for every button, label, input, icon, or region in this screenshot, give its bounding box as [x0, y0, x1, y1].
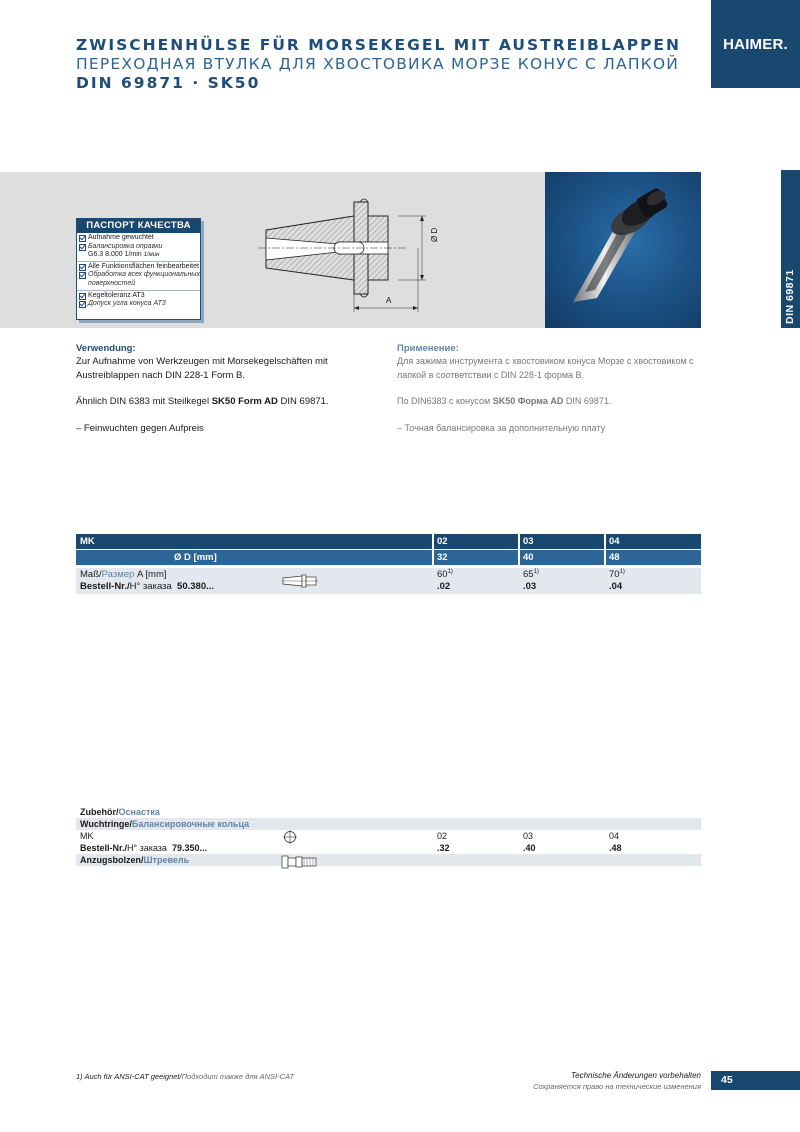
spec-data-block	[76, 568, 701, 594]
quality-passport	[76, 218, 201, 320]
product-photo	[545, 172, 701, 328]
title-german: ZWISCHENHÜLSE FÜR MORSEKEGEL MIT AUSTREIBLAPPEN	[76, 36, 681, 54]
usage-russian	[397, 342, 707, 448]
usage-heading-de: Verwendung:	[76, 343, 136, 354]
mk-label: MK	[80, 536, 95, 547]
dimension-a-row: Maß/Размер A [mm] 60$^{1)}$ 65$^{1)}$ 70$^{1)}$	[80, 568, 625, 580]
d-label: Ø D [mm]	[174, 552, 217, 563]
pull-stud-heading: Anzugsbolzen/Штревель	[76, 854, 701, 866]
checkbox-icon	[79, 301, 86, 308]
checkbox-icon	[79, 235, 86, 242]
checkbox-icon	[79, 272, 86, 279]
spec-header-row-d: Ø D [mm] 32 40 48	[76, 550, 701, 565]
spec-header-row-mk: MK 02 03 04	[76, 534, 701, 549]
accessories-table	[76, 806, 701, 866]
page-number-box	[711, 1071, 800, 1090]
disclaimer: Technische Änderungen vorbehalten Сохраняется право на технические изменения	[533, 1071, 701, 1091]
pull-stud-icon	[280, 854, 320, 870]
title-din: DIN 69871 · SK50	[76, 74, 261, 92]
page-titles	[76, 36, 696, 93]
accessories-mk-row: MK 02 03 04	[76, 830, 701, 842]
haimer-logo	[711, 0, 800, 88]
sleeve-section-drawing	[258, 190, 448, 318]
dimension-d-label: Ø D	[430, 227, 439, 242]
quality-passport-title: ПАСПОРТ КАЧЕСТВА	[77, 219, 200, 233]
sleeve-thumbnail-icon	[282, 574, 318, 588]
footnote: 1) Auch für ANSI-CAT geeignet/Подходит также для ANSI-CAT	[76, 1072, 295, 1081]
balancing-rings-heading: Wuchtringe/Балансировочные кольца	[76, 818, 701, 830]
dimension-a-label: A	[386, 296, 392, 305]
checkbox-icon	[79, 244, 86, 251]
usage-paragraph-1: Zur Aufnahme von Werkzeugen mit Morsekegelschäften mit Austreiblappen nach DIN 228-1 Form B.	[76, 356, 328, 381]
usage-paragraph-ru-3: – Точная балансировка за дополнительную плату	[397, 422, 606, 433]
page-number: 45	[721, 1074, 733, 1086]
usage-german	[76, 342, 376, 448]
side-tab	[781, 170, 800, 328]
accessories-order-row: Bestell-Nr./Н° заказа 79.350... .32 .40 .48	[80, 843, 622, 853]
quality-item: Kegeltoleranz AT3 Допуск угла конуса AT3	[77, 291, 200, 310]
title-russian: ПЕРЕХОДНАЯ ВТУЛКА ДЛЯ ХВОСТОВИКА МОРЗЕ КОНУС С ЛАПКОЙ	[76, 55, 680, 73]
technical-drawing	[258, 190, 448, 318]
toolholder-photo-icon	[545, 172, 701, 328]
quality-item: Alle Funktionsflächen feinbearbeitet Обработка всех функциональных поверхностей	[77, 262, 200, 291]
spec-table	[76, 534, 701, 594]
checkbox-icon	[79, 264, 86, 271]
usage-heading-ru: Применение:	[397, 343, 459, 354]
logo-text: HAIMER.	[723, 36, 788, 53]
usage-paragraph-ru-1: Для зажима инструмента с хвостовиком конуса Морзе с хвостовиком с лапкой в соответствии с DIN 228-1 форма B.	[397, 356, 694, 380]
usage-paragraph-3: – Feinwuchten gegen Aufpreis	[76, 422, 204, 434]
side-tab-label: DIN 69871	[784, 269, 796, 324]
quality-item: Aufnahme gewuchtet Балансировка оправки G6.3 8.000 1/min 1/мин	[77, 233, 200, 262]
order-number-row: Bestell-Nr./Н° заказа 50.380... .02 .03 .04	[80, 581, 623, 592]
checkbox-icon	[79, 293, 86, 300]
usage-paragraph-ru-2: По DIN6383 с конусом SK50 Форма AD DIN 69871.	[397, 396, 612, 406]
accessories-heading: Zubehör/Оснастка	[80, 807, 160, 817]
usage-paragraph-2: Ähnlich DIN 6383 mit Steilkegel SK50 Form AD DIN 69871.	[76, 396, 329, 407]
